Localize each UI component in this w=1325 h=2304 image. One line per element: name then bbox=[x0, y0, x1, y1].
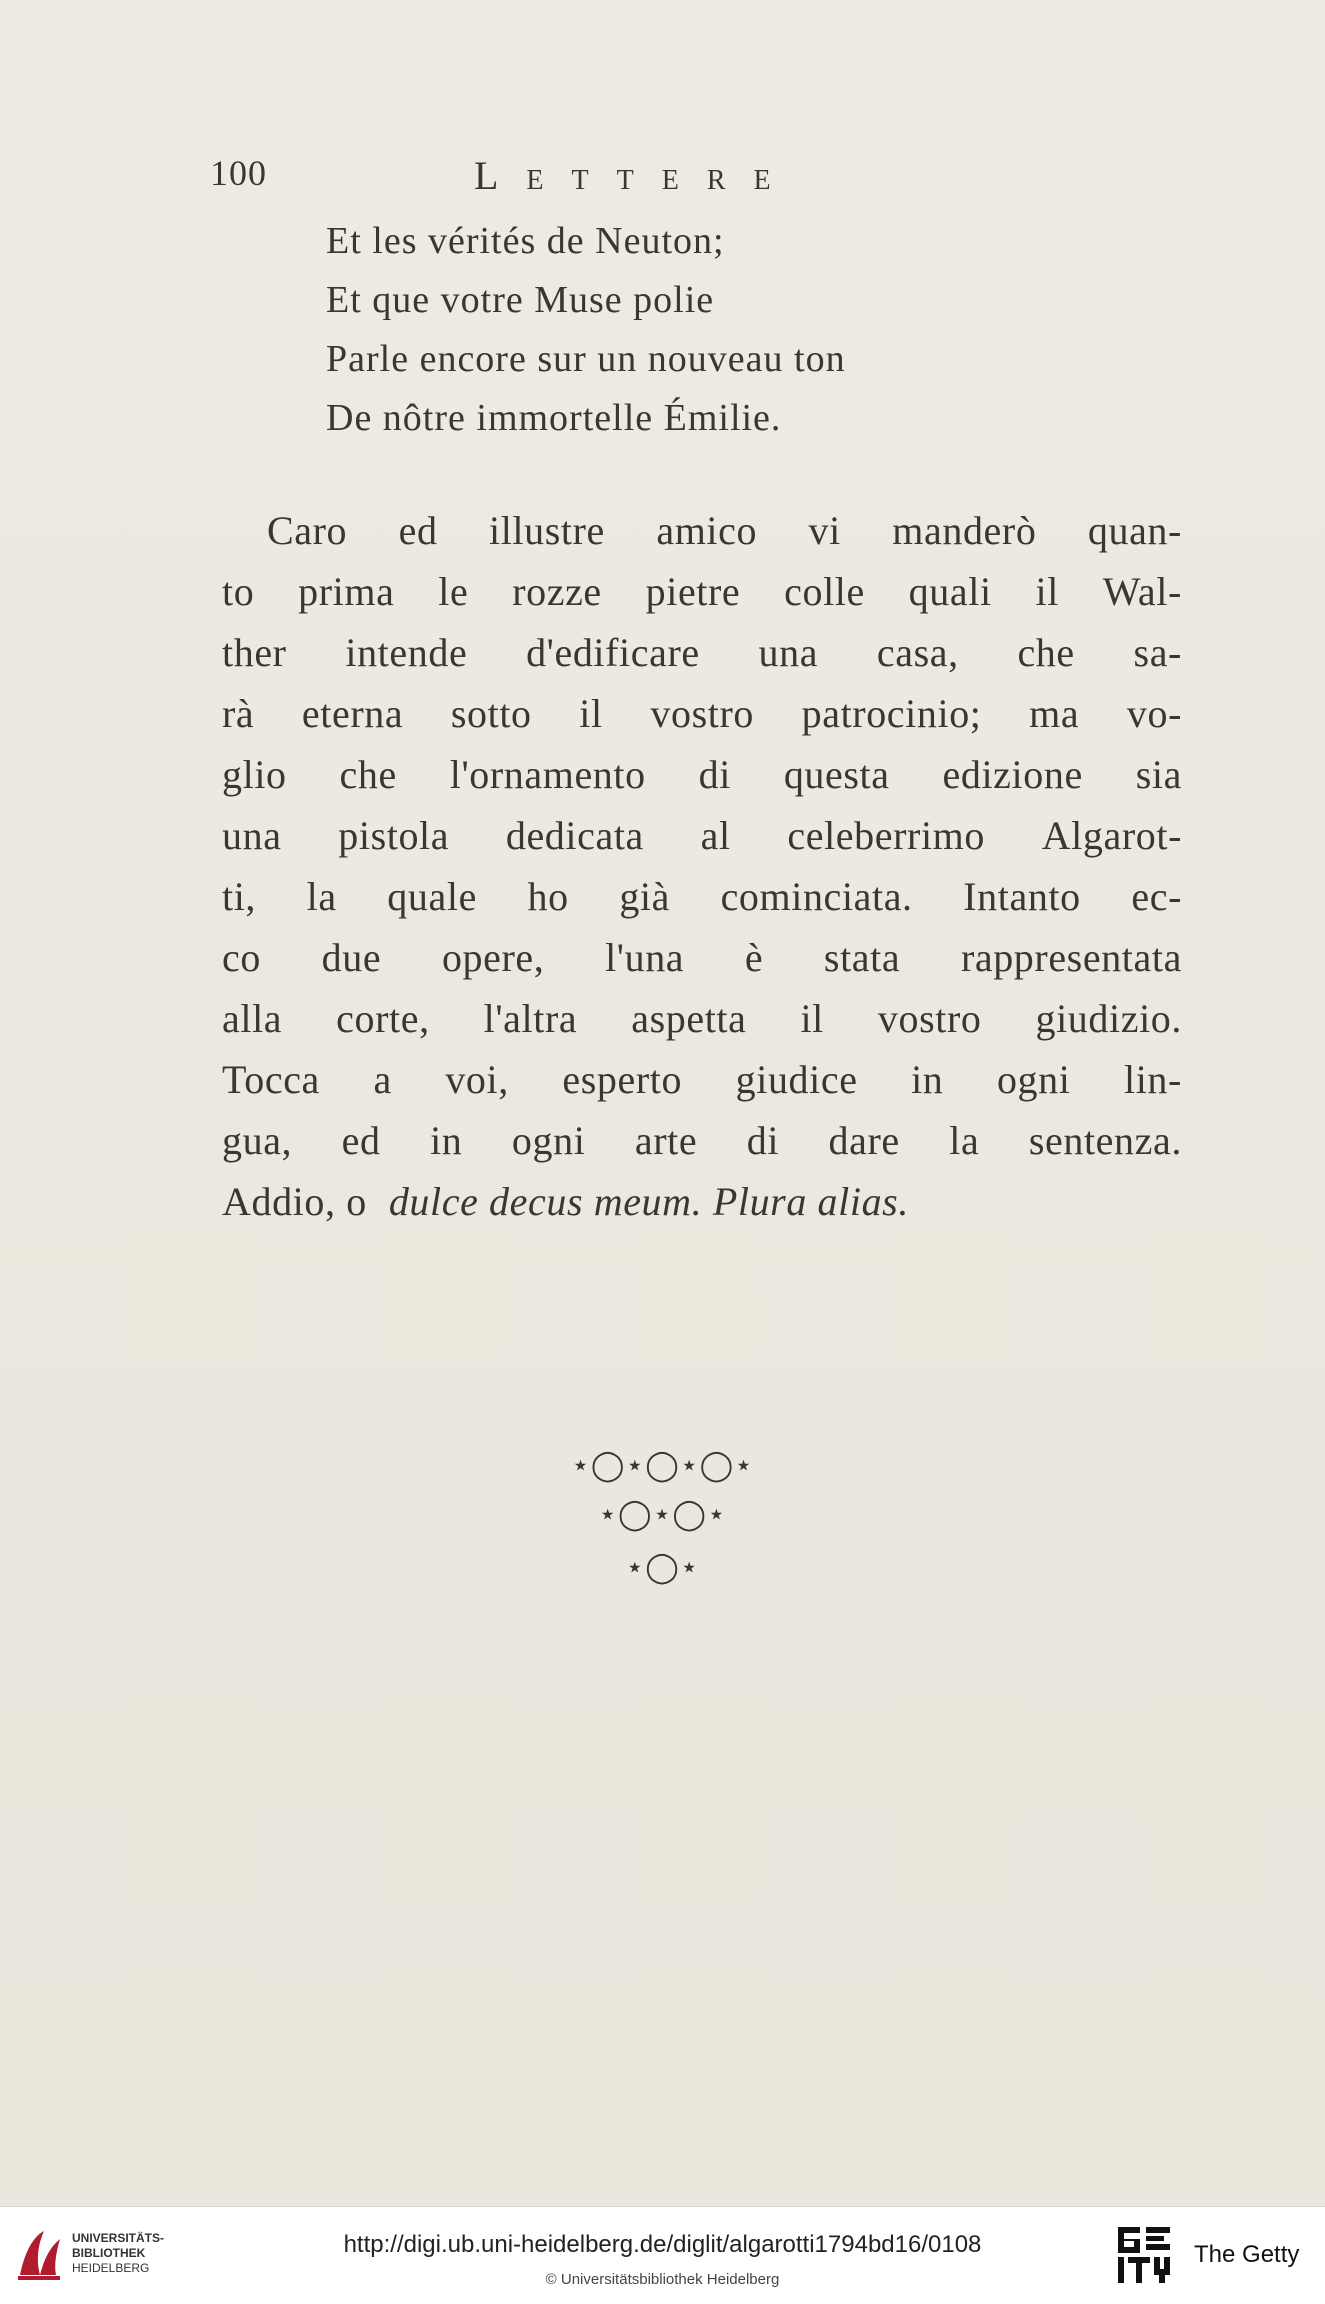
text-line bbox=[222, 1110, 1182, 1171]
word: casa, bbox=[876, 630, 959, 675]
word: alla bbox=[222, 996, 283, 1041]
ornament-row: ⋆◯⋆◯⋆◯⋆ bbox=[571, 1448, 754, 1483]
page-header bbox=[210, 152, 930, 202]
word: Algarot- bbox=[1041, 813, 1182, 858]
word: in bbox=[430, 1118, 463, 1163]
word: vi bbox=[808, 508, 841, 553]
word: ogni bbox=[511, 1118, 586, 1163]
text-line bbox=[222, 866, 1182, 927]
closing-prefix: Addio, o bbox=[222, 1179, 367, 1224]
word: sentenza. bbox=[1028, 1118, 1182, 1163]
word: cominciata. bbox=[720, 874, 913, 919]
word: di bbox=[698, 752, 731, 797]
word: l'altra bbox=[483, 996, 578, 1041]
ornament-row: ⋆◯⋆◯⋆ bbox=[598, 1497, 727, 1532]
word: vostro bbox=[650, 691, 754, 736]
closing-latin: dulce decus meum. Plura alias. bbox=[388, 1179, 909, 1224]
text-line bbox=[222, 805, 1182, 866]
word: vostro bbox=[877, 996, 982, 1041]
word: rà bbox=[222, 691, 255, 736]
word: amico bbox=[656, 508, 758, 553]
word: sa- bbox=[1133, 630, 1182, 675]
word: opere, bbox=[441, 935, 545, 980]
word: che bbox=[339, 752, 397, 797]
text-line bbox=[222, 744, 1182, 805]
word: Wal- bbox=[1102, 569, 1182, 614]
text-line bbox=[222, 622, 1182, 683]
word: rappresentata bbox=[960, 935, 1182, 980]
word: ogni bbox=[996, 1057, 1071, 1102]
ornament-row: ⋆◯⋆ bbox=[625, 1550, 700, 1585]
verse-line: Et les vérités de Neuton; bbox=[326, 220, 725, 262]
word: che bbox=[1017, 630, 1075, 675]
word: quale bbox=[387, 874, 477, 919]
word: in bbox=[911, 1057, 944, 1102]
verse-line: Parle encore sur un nouveau ton bbox=[326, 338, 846, 380]
word: a bbox=[373, 1057, 392, 1102]
word: manderò bbox=[892, 508, 1037, 553]
word: colle bbox=[784, 569, 865, 614]
letter-body bbox=[222, 500, 1182, 1232]
word: giudice bbox=[735, 1057, 858, 1102]
copyright-notice: © Universitätsbibliothek Heidelberg bbox=[545, 2271, 780, 2288]
word: il bbox=[1035, 569, 1059, 614]
word: prima bbox=[298, 569, 395, 614]
word: glio bbox=[222, 752, 287, 797]
word: Tocca bbox=[222, 1057, 320, 1102]
word: aspetta bbox=[631, 996, 747, 1041]
word: la bbox=[949, 1118, 980, 1163]
word: vo- bbox=[1126, 691, 1182, 736]
word: quan- bbox=[1087, 508, 1182, 553]
word: dedicata bbox=[505, 813, 644, 858]
word: l'una bbox=[605, 935, 685, 980]
word: sotto bbox=[450, 691, 532, 736]
partner-name: The Getty bbox=[1194, 2241, 1300, 2268]
word: la bbox=[306, 874, 337, 919]
text-line bbox=[222, 500, 1182, 561]
word: dare bbox=[828, 1118, 900, 1163]
running-title: Lettere bbox=[474, 153, 799, 198]
word: eterna bbox=[301, 691, 404, 736]
word: due bbox=[321, 935, 382, 980]
word: ed bbox=[398, 508, 438, 553]
word: corte, bbox=[336, 996, 430, 1041]
word: ti, bbox=[222, 874, 257, 919]
verse-line: De nôtre immortelle Émilie. bbox=[326, 397, 782, 439]
text-line bbox=[222, 1049, 1182, 1110]
text-line bbox=[222, 988, 1182, 1049]
word: pietre bbox=[645, 569, 741, 614]
text-line bbox=[222, 683, 1182, 744]
word: intende bbox=[345, 630, 468, 675]
word: giudizio. bbox=[1035, 996, 1182, 1041]
word: ec- bbox=[1131, 874, 1182, 919]
word: sia bbox=[1135, 752, 1182, 797]
text-line bbox=[222, 561, 1182, 622]
word: di bbox=[746, 1118, 780, 1163]
word: lin- bbox=[1124, 1057, 1182, 1102]
word: pistola bbox=[338, 813, 450, 858]
word: Caro bbox=[267, 508, 348, 553]
word: co bbox=[222, 935, 261, 980]
word: già bbox=[619, 874, 670, 919]
word: il bbox=[579, 691, 603, 736]
word: voi, bbox=[445, 1057, 509, 1102]
university-library-name: UNIVERSITÄTS- BIBLIOTHEK HEIDELBERG bbox=[72, 2231, 165, 2275]
permalink-url[interactable]: http://digi.ub.uni-heidelberg.de/diglit/algarotti1794bd16/0108 bbox=[343, 2231, 982, 2258]
word: al bbox=[700, 813, 731, 858]
word: il bbox=[800, 996, 824, 1041]
word: quali bbox=[908, 569, 992, 614]
word: celeberrimo bbox=[787, 813, 985, 858]
verse-line: Et que votre Muse polie bbox=[326, 279, 715, 321]
word: è bbox=[744, 935, 764, 980]
word: ther bbox=[222, 630, 287, 675]
word: arte bbox=[634, 1118, 698, 1163]
word: le bbox=[438, 569, 469, 614]
word: questa bbox=[783, 752, 890, 797]
word: gua, bbox=[222, 1118, 293, 1163]
word: l'ornamento bbox=[449, 752, 646, 797]
getty-logo bbox=[1116, 2225, 1172, 2285]
word: ho bbox=[527, 874, 569, 919]
word: ma bbox=[1029, 691, 1080, 736]
word: edizione bbox=[942, 752, 1083, 797]
word: una bbox=[222, 813, 282, 858]
word: una bbox=[758, 630, 819, 675]
word: stata bbox=[823, 935, 901, 980]
word: d'edificare bbox=[526, 630, 700, 675]
word: illustre bbox=[489, 508, 605, 553]
word: to bbox=[222, 569, 255, 614]
word: esperto bbox=[562, 1057, 683, 1102]
verse-block bbox=[326, 212, 846, 448]
word: Intanto bbox=[963, 874, 1081, 919]
viewer-footer bbox=[0, 2206, 1325, 2304]
page-number: 100 bbox=[210, 153, 267, 193]
word: patrocinio; bbox=[801, 691, 982, 736]
closing-line bbox=[222, 1171, 1182, 1232]
text-line bbox=[222, 927, 1182, 988]
word: rozze bbox=[512, 569, 602, 614]
word: ed bbox=[341, 1118, 381, 1163]
